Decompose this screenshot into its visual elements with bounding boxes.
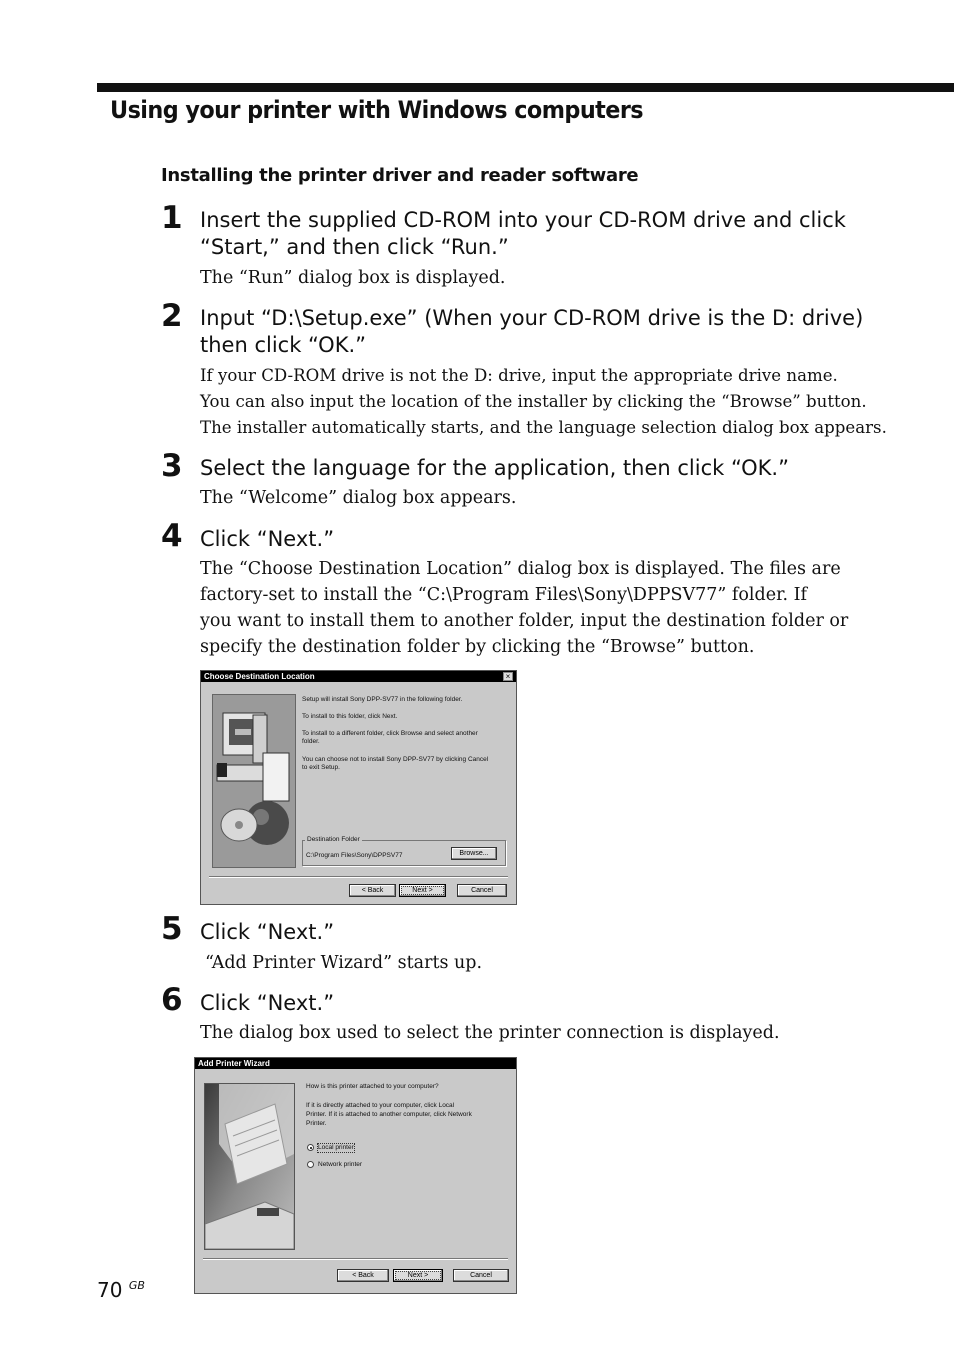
dialog-title-bar: Choose Destination Location — [201, 671, 516, 682]
local-printer-radio[interactable] — [307, 1144, 314, 1151]
header-rule — [97, 83, 954, 92]
printer-info-line: If it is directly attached to your computer, click Local — [306, 1102, 455, 1109]
step-5-number: 5 — [161, 911, 183, 947]
destination-path: C:\Program Files\Sony\DPPSV77 — [306, 852, 403, 859]
add-printer-wizard-dialog — [194, 1057, 517, 1294]
dialog-text-line: to exit Setup. — [302, 764, 340, 771]
page-title: Using your printer with Windows computers — [110, 96, 644, 124]
close-icon[interactable]: × — [503, 672, 513, 681]
cancel-button[interactable]: Cancel — [457, 884, 507, 897]
step-5-body: “Add Printer Wizard” starts up. — [205, 953, 483, 973]
destination-folder-label: Destination Folder — [307, 836, 360, 843]
step-3-number: 3 — [161, 448, 183, 484]
dialog-text-line: folder. — [302, 738, 320, 745]
setup-computer-illustration-icon — [212, 694, 296, 868]
network-printer-label[interactable]: Network printer — [318, 1161, 363, 1168]
network-printer-radio[interactable] — [307, 1161, 314, 1168]
choose-destination-dialog — [200, 670, 517, 905]
back-button[interactable]: < Back — [337, 1269, 389, 1282]
step-2-heading: Input “D:\Setup.exe” (When your CD-ROM drive is the D: drive) then click “OK.” — [200, 306, 864, 357]
step-1-body: The “Run” dialog box is displayed. — [200, 268, 506, 288]
step-4-number: 4 — [161, 518, 183, 554]
step-1-number: 1 — [161, 200, 183, 236]
browse-button[interactable]: Browse... — [451, 847, 497, 860]
dialog-title-bar: Add Printer Wizard — [195, 1058, 516, 1069]
section-subtitle: Installing the printer driver and reader software — [161, 165, 639, 186]
printer-illustration-icon — [204, 1083, 295, 1250]
step-2-number: 2 — [161, 298, 183, 334]
step-6-body: The dialog box used to select the printer connection is displayed. — [200, 1023, 780, 1043]
step-4-heading: Click “Next.” — [200, 527, 335, 551]
printer-info-line: Printer. If it is attached to another computer, click Network — [306, 1111, 472, 1118]
dialog-text-line: To install to this folder, click Next. — [302, 713, 398, 720]
step-1-heading: Insert the supplied CD-ROM into your CD-ROM drive and click “Start,” and then click “Run.” — [200, 208, 846, 259]
step-3-heading: Select the language for the application, then click “OK.” — [200, 456, 789, 480]
back-button[interactable]: < Back — [349, 884, 396, 897]
cancel-button[interactable]: Cancel — [453, 1269, 509, 1282]
step-4-body: The “Choose Destination Location” dialog box is displayed. The files are factory-set to install the “C:\Program Files\Sony\DPPSV77” folder. If you want to install them to another folder, input the destination folder or specify the destination folder by clicking the “Browse” button. — [200, 559, 849, 657]
step-2-body: If your CD-ROM drive is not the D: drive, input the appropriate drive name. You can also input the location of the installer by clicking the “Browse” button. The installer automatically starts, and the language selection dialog box appears. — [200, 366, 887, 437]
local-printer-label[interactable]: Local printer — [318, 1144, 354, 1151]
dialog-divider — [209, 876, 508, 878]
dialog-text-line: You can choose not to install Sony DPP-SV77 by clicking Cancel — [302, 756, 489, 763]
printer-question: How is this printer attached to your computer? — [306, 1083, 439, 1090]
printer-info-line: Printer. — [306, 1120, 327, 1127]
step-3-body: The “Welcome” dialog box appears. — [200, 488, 517, 508]
step-6-heading: Click “Next.” — [200, 991, 335, 1015]
step-6-number: 6 — [161, 982, 183, 1018]
page-number: 70 $^{GB}$ — [97, 1278, 145, 1302]
dialog-divider — [203, 1258, 508, 1260]
region-code: GB — [128, 1279, 145, 1292]
next-button[interactable]: Next > — [399, 884, 446, 897]
next-button[interactable]: Next > — [393, 1269, 443, 1282]
dialog-text-line: Setup will install Sony DPP-SV77 in the following folder. — [302, 696, 463, 703]
dialog-text-line: To install to a different folder, click Browse and select another — [302, 730, 478, 737]
step-5-heading: Click “Next.” — [200, 920, 335, 944]
